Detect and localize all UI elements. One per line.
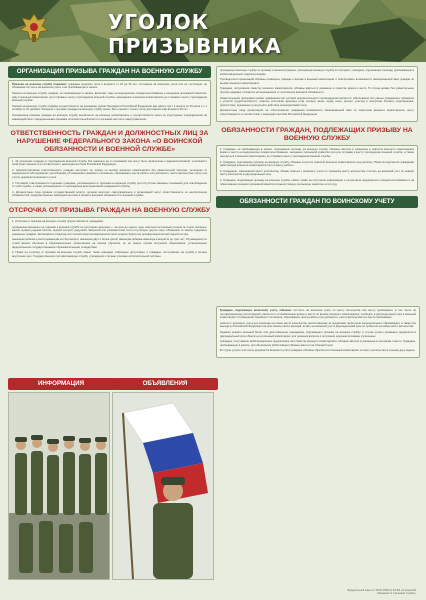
right-column <box>216 66 418 208</box>
paragraph: 4. Должностные лица органов государственной власти, органов местного самоуправления и организаций несут ответственность за неисполнение обязанностей, предусмотренных законодательством в области воинской обязанности и военной службы. <box>12 190 207 198</box>
paragraph: 3. Гражданин, изменивший место жительства, обязан сняться с воинского учета по прежнему месту жительства и встать на воинский учет по новому месту жительства в двухнедельный срок. <box>220 169 414 177</box>
paragraph-lead: Граждане, подлежащие воинскому учету, обязаны: <box>220 309 292 312</box>
section-military-registration-body <box>216 306 420 358</box>
soldiers-in-formation-photo <box>8 392 110 580</box>
army-eagle-emblem-icon <box>14 8 56 50</box>
paragraph: 2. Административная ответственность граждан наступает за: неявку по вызову военного комиссариата без уважительной причины; уклонение от медицинского обследования; несообщение об изменении семейного положения, образования, места работы или должности, места жительства; порчу или утрату документов воинского учета. <box>12 168 207 179</box>
section-responsibility-body <box>8 157 211 203</box>
paragraph: имеющим ребенка и воспитывающим его без матери; имеющим двух и более детей; имеющим ребенка-инвалида в возрасте до трех лет; обучающимся по очной форме обучения в образовательных организациях на период обучения, но не свыше сроков получения образования, установленных федеральными государственными образовательными стандартами. <box>12 238 207 249</box>
soldier-with-flag-photo <box>112 392 214 580</box>
section-organization-body <box>8 80 211 126</box>
section-duties-title: ОБЯЗАННОСТИ ГРАЖДАН, ПОДЛЕЖАЩИХ ПРИЗЫВУ НА ВОЕННУЮ СЛУЖБУ <box>221 126 413 142</box>
paragraph: Должностные лица организаций, не обеспечившие гражданам возможность своевременной явки по повесткам военного комиссариата, несут ответственность в соответствии с законодательством Российской Федерации. <box>220 109 414 116</box>
section-duties-body <box>216 145 418 191</box>
page-title: УГОЛОК ПРИЗЫВНИКА <box>108 10 282 58</box>
section-military-registration-title: ОБЯЗАННОСТИ ГРАЖДАН ПО ВОИНСКОМУ УЧЕТУ <box>216 196 418 208</box>
paragraph <box>12 83 207 90</box>
paragraph: Руководители организаций обязаны оповещать граждан о вызове в военный комиссариат и обеспечивать возможность своевременной явки граждан по вызову военного комиссариата. <box>220 78 414 85</box>
paragraph: 1. Отсрочка от призыва на военную службу предоставляется гражданам: <box>12 220 104 224</box>
soldier-flag-illustration <box>113 393 213 579</box>
paragraph-lead: Призыву на военную службу подлежат: <box>12 82 68 86</box>
section-notification-body <box>216 66 418 122</box>
paragraph: Призыв на военную службу граждан, не пребывающих в запасе, включает: явку на медицинское освидетельствование и заседание призывной комиссии; явку в военный комиссариат для отправки к месту прохождения военной службы; нахождение в военном комиссариате до отправки к месту прохождения военной службы. <box>12 91 207 103</box>
paragraph: сняться с воинского учета при переезде на новое место жительства, расположенное за пределами территории муниципального образования, а также при выезде из Российской Федерации на срок свыше шести месяцев; встать на воинский учет в двухнедельный срок по прибытии на новое место жительства. <box>220 321 416 329</box>
paragraph: бережно хранить военный билет или удостоверение гражданина, подлежащего призыву на военную службу; в случае утраты указанных документов в двухнедельный срок обратиться в военный комиссариат для решения вопроса о получении документов взамен утраченных. <box>220 330 416 338</box>
paragraph: 1. За уклонение граждан от прохождения военной службы без законных на то оснований они могут быть привлечены к административной, уголовной и иной ответственности в соответствии с законодательством Российской Федерации. <box>12 159 207 167</box>
section-announcements-title: ОБЪЯВЛЕНИЯ <box>112 378 218 390</box>
paragraph: Призыв на военную службу граждан осуществляется на основании указов Президента Российской Федерации два раза в год с 1 апреля по 15 июля и с 1 октября по 31 декабря. Решение о призыве граждан на военную службу может быть принято только после достижения ими возраста 18 лет. <box>12 104 207 112</box>
paragraph-text: граждане мужского пола в возрасте от 18 до 30 лет, состоящие на воинском учете или не состоящие, но обязанные состоять на воинском учете и не пребывающие в запасе. <box>12 82 207 90</box>
section-responsibility-title: ОТВЕТСТВЕННОСТЬ ГРАЖДАН И ДОЛЖНОСТНЫХ ЛИЦ ЗА НАРУШЕНИЕ ФЕДЕРАЛЬНОГО ЗАКОНА «О ВОИНСКОЙ ОБЯЗАННОСТИ И ВОЕННОЙ СЛУЖБЕ» <box>10 130 209 154</box>
paragraph: Организация призыва граждан на военную службу возлагается на военные комиссариаты и осуществляется через их структурные подразделения во взаимодействии с федеральными органами исполнительной власти и органами местного самоуправления. <box>12 113 207 121</box>
paragraph: Граждане, получившие повестку военного комиссариата, обязаны явиться в указанное в повестке время и место. В случае неявки без уважительных причин граждане считаются уклоняющимися от исполнения воинской обязанности. <box>220 87 414 94</box>
section-organization-title: ОРГАНИЗАЦИЯ ПРИЗЫВА ГРАЖДАН НА ВОЕННУЮ СЛУЖБУ <box>8 66 211 78</box>
paragraph: В случае утраты или порчи документов воинского учета граждане обязаны обратиться в военный комиссариат по месту жительства в течение двух недель. <box>220 349 416 353</box>
left-column <box>8 66 211 263</box>
paragraph: 2. Граждане, подлежащие призыву на военную службу, обязаны получить повестки военного комиссариата под расписку. Повестки вручаются гражданам работниками военного комиссариата или по месту работы. <box>220 160 414 168</box>
paragraph <box>220 309 416 320</box>
paragraph: проходящие военную службу по призыву и военнослужащие, проходящие военную службу по контракту; граждане, подлежащие призыву, пребывающие в мобилизационном людском резерве. <box>220 69 414 76</box>
section-deferral-body <box>8 217 211 263</box>
soldiers-illustration <box>9 393 109 579</box>
paragraph: Уважительными причинами неявки гражданина при условии документального подтверждения являются: заболевание или увечье гражданина, связанное с утратой трудоспособности; тяжелое состояние здоровья отца, матери, жены, мужа, сына, дочери; участие в похоронах близкого родственника; препятствие, возникшее в результате действия непреодолимой силы. <box>220 96 414 107</box>
paragraph: 2. Право на отсрочку от призыва на военную службу имеют также граждане, избранные депутатами, и граждане, поступившие на службу в органы внутренних дел, Государственную противопожарную службу, учреждения и органы уголовно-исполнительной системы. <box>12 251 207 258</box>
camouflage-header <box>0 0 426 62</box>
paragraph: 4. Граждане, подлежащие призыву на военную службу, имеют право на получение информации о результатах медицинского освидетельствования и на обжалование решения призывной комиссии в вышестоящую призывную комиссию или в суд. <box>220 179 414 186</box>
paragraph: Граждане, получившие мобилизационное предписание или повестку военного комиссариата, обязаны явиться в указанные в них время и место. Граждане, пребывающие в запасе, при объявлении мобилизации обязаны явиться на сборный пункт. <box>220 340 416 347</box>
paragraph: 3. Уголовной ответственности подлежат граждане, уклоняющиеся от призыва на военную службу при отсутствии законных оснований для освобождения от этой службы, а также уклоняющиеся от прохождения альтернативной гражданской службы. <box>12 181 207 189</box>
section-deferral-title: ОТСРОЧКА ОТ ПРИЗЫВА ГРАЖДАН НА ВОЕННУЮ СЛУЖБУ <box>8 206 211 214</box>
section-information-title: ИНФОРМАЦИЯ <box>8 378 114 390</box>
footer-note: Федеральный закон от 28.03.1998 № 53-ФЗ «О воинской обязанности и военной службе» <box>347 588 416 595</box>
paragraph-text: состоять на воинском учете по месту жительства или месту пребывания, в том числе не подтвержденному регистрацией; являться в установленные время и место по вызову военного комиссариата; сообщать в двухнедельный срок в военный комиссариат об изменении семейного положения, образования, места работы или должности, места жительства или места пребывания. <box>220 309 416 320</box>
paragraph: 1. Граждане, не пребывающие в запасе, подлежащие призыву на военную службу, обязаны явиться в указанные в повестке военного комиссариата время и место на медицинское освидетельствование, заседание призывной комиссии или для отправки к месту прохождения военной службы, а также находиться в военном комиссариате до отправки к месту прохождения военной службы. <box>220 147 414 159</box>
paragraph: признанным временно не годными к военной службе по состоянию здоровья — на срок до одного года; занятым постоянным уходом за отцом, матерью, женой, мужем, родным братом, родной сестрой, дедушкой, бабушкой или усыновителем, если отсутствуют другие лица, обязанные по закону содержать указанных граждан; являющимся опекуном или попечителем несовершеннолетнего родного брата или несовершеннолетней родной сестры. <box>12 225 207 236</box>
